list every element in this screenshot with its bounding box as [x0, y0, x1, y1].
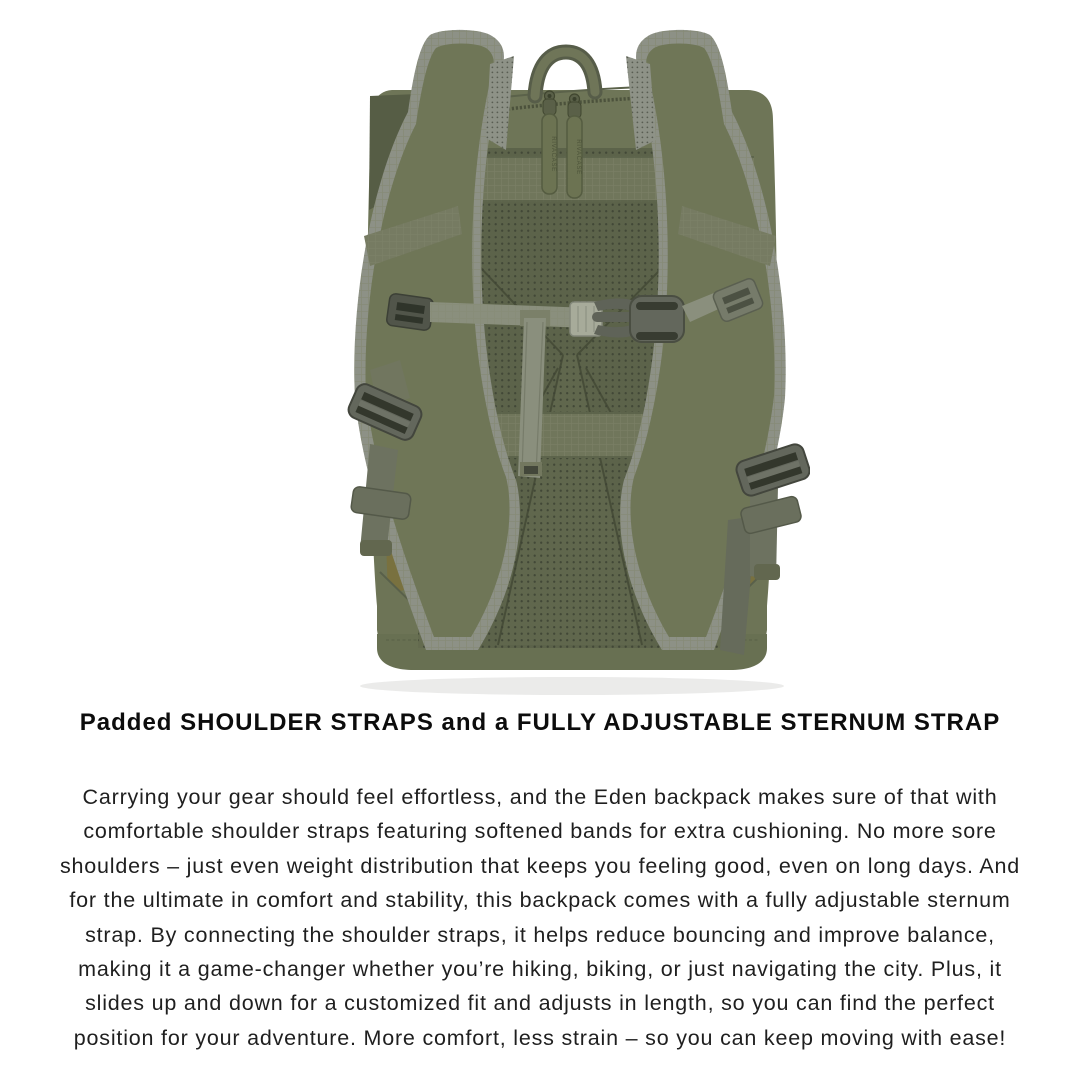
body-line: Carrying your gear should feel effortless, and the Eden backpack makes sure of that with: [82, 785, 998, 809]
body-line: slides up and down for a customized fit and adjusts in length, so you can find the perfect: [85, 991, 995, 1016]
body-line: position for your adventure. More comfort, less strain – so you can keep moving with ease!: [73, 1025, 1007, 1050]
drop-shadow: [360, 677, 784, 695]
ladder-left-tail-end: [360, 540, 392, 556]
body-line: shoulders – just even weight distribution that keeps you feeling good, even on long days. And: [59, 853, 1021, 878]
zipper-pull-left: [542, 114, 557, 194]
sternum-buckle-female: [630, 296, 684, 342]
headline: Padded SHOULDER STRAPS and a FULLY ADJUSTABLE STERNUM STRAP: [79, 709, 1001, 736]
sternum-left-slider: [386, 293, 434, 331]
body-line: strap. By connecting the shoulder straps, it helps reduce bouncing and improve balance,: [85, 922, 995, 947]
ladder-right-tail-end: [754, 564, 780, 580]
body-line: comfortable shoulder straps featuring softened bands for extra cushioning. No more sore: [83, 819, 997, 844]
zipper-slider-left: [543, 91, 556, 115]
backpack-photo: [330, 0, 810, 700]
zipper-slider-right: [568, 94, 581, 118]
body-paragraph: [10, 780, 1070, 1055]
body-line: making it a game-changer whether you’re hiking, biking, or just navigating the city. Plus, it: [78, 957, 1002, 982]
zipper-pull-right: [567, 116, 582, 198]
zipper-pull-left-brand: RIVACASE: [550, 136, 557, 172]
body-line: for the ultimate in comfort and stability, this backpack comes with a fully adjustable sternum: [69, 888, 1011, 913]
zipper-pull-right-brand: RIVACASE: [575, 139, 582, 175]
